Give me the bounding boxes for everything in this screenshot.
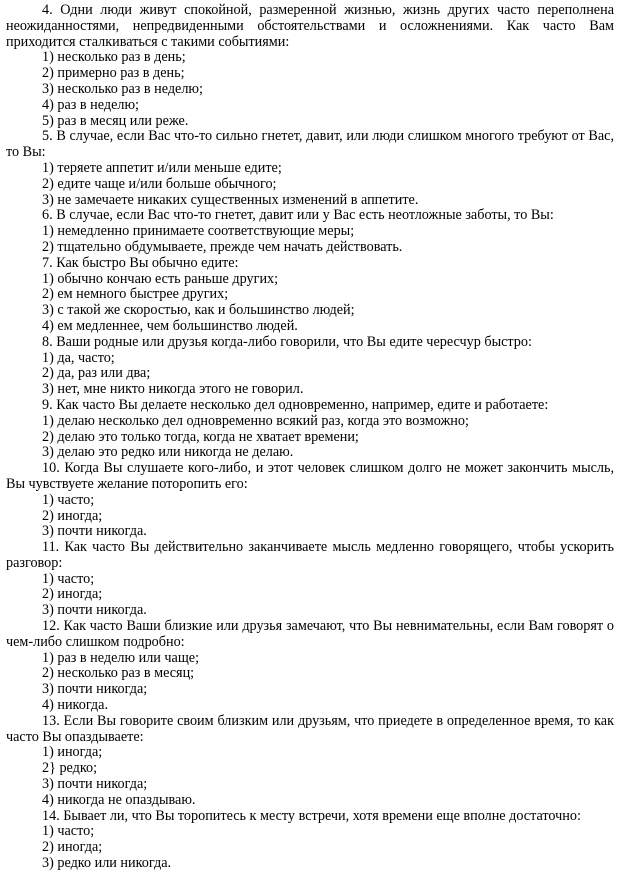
question-13-text: 13. Если Вы говорите своим близким или друзьям, что приедете в определенное время, то как часто Вы опаздываете: — [6, 712, 614, 745]
question-10-text: 10. Когда Вы слушаете кого-либо, и этот человек слишком долго не может закончить мысль, Вы чувствуете желание поторопить его: — [6, 460, 614, 492]
question-12-option-1: 1) раз в неделю или чаще; — [42, 649, 200, 666]
question-14-text: 14. Бывает ли, что Вы торопитесь к месту встречи, хотя времени еще вполне достаточно: — [42, 807, 581, 824]
question-8-option-3: 3) нет, мне никто никогда этого не говорил. — [42, 381, 304, 398]
question-4-text: 4. Одни люди живут спокойной, размеренной жизнью, жизнь других часто переполнена неожиданностями, непредвиденными обстоятельствами и осложнениями. Как часто Вам приходится сталкиваться с такими событиями: — [6, 2, 614, 50]
question-5-option-3: 3) не замечаете никаких существенных изменений в аппетите. — [42, 191, 419, 208]
question-11-option-2: 2) иногда; — [42, 586, 103, 603]
question-14-option-1: 1) часто; — [42, 823, 95, 840]
question-8-option-1: 1) да, часто; — [42, 349, 115, 366]
question-4-option-2: 2) примерно раз в день; — [42, 65, 185, 82]
question-5-option-2: 2) едите чаще и/или больше обычного; — [42, 175, 277, 192]
question-13-option-2: 2} редко; — [42, 760, 98, 777]
question-14-option-3: 3) редко или никогда. — [42, 855, 172, 872]
question-4-option-1: 1) несколько раз в день; — [42, 49, 186, 66]
question-9-option-1: 1) делаю несколько дел одновременно всякий раз, когда это возможно; — [42, 412, 469, 429]
question-12-text: 12. Как часто Ваши близкие или друзья замечают, что Вы невнимательны, если Вам говорят о чем-либо слишком подробно: — [6, 618, 614, 650]
question-12-option-2: 2) несколько раз в месяц; — [42, 665, 195, 682]
question-4-option-5: 5) раз в месяц или реже. — [42, 112, 189, 129]
question-10-option-2: 2) иногда; — [42, 507, 103, 524]
question-12-option-4: 4) никогда. — [42, 697, 108, 714]
question-11-option-1: 1) часто; — [42, 570, 95, 587]
question-13-option-3: 3) почти никогда; — [42, 776, 148, 793]
question-4-option-4: 4) раз в неделю; — [42, 96, 139, 113]
question-7-text: 7. Как быстро Вы обычно едите: — [42, 254, 239, 271]
question-6-text: 6. В случае, если Вас что-то гнетет, давит или у Вас есть неотложные заботы, то Вы: — [42, 207, 554, 224]
question-7-option-2: 2) ем немного быстрее других; — [42, 286, 229, 303]
question-6-option-2: 2) тщательно обдумываете, прежде чем начать действовать. — [42, 238, 403, 255]
question-13-option-1: 1) иногда; — [42, 744, 103, 761]
question-8-text: 8. Ваши родные или друзья когда-либо говорили, что Вы едите чересчур быстро: — [42, 333, 532, 350]
question-7-option-1: 1) обычно кончаю есть раньше других; — [42, 270, 279, 287]
question-9-option-2: 2) делаю это только тогда, когда не хватает времени; — [42, 428, 359, 445]
question-9-text: 9. Как часто Вы делаете несколько дел одновременно, например, едите и работаете: — [42, 396, 549, 413]
question-7-option-4: 4) ем медленнее, чем большинство людей. — [42, 317, 298, 334]
question-4-option-3: 3) несколько раз в неделю; — [42, 80, 203, 97]
question-5-option-1: 1) теряете аппетит и/или меньше едите; — [42, 159, 282, 176]
question-5-text: 5. В случае, если Вас что-то сильно гнетет, давит, или люди слишком многого требуют от Вас, то Вы: — [6, 128, 614, 161]
question-11-text: 11. Как часто Вы действительно заканчиваете мысль медленно говорящего, чтобы ускорить разговор: — [6, 539, 614, 571]
question-13-option-4: 4) никогда не опаздываю. — [42, 791, 196, 808]
question-14-option-2: 2) иногда; — [42, 839, 103, 856]
question-9-option-3: 3) делаю это редко или никогда не делаю. — [42, 444, 294, 461]
question-10-option-1: 1) часто; — [42, 491, 95, 508]
question-7-option-3: 3) с такой же скоростью, как и большинство людей; — [42, 302, 355, 319]
question-8-option-2: 2) да, раз или два; — [42, 365, 151, 382]
question-11-option-3: 3) почти никогда. — [42, 602, 147, 619]
question-6-option-1: 1) немедленно принимаете соответствующие меры; — [42, 223, 355, 240]
question-10-option-3: 3) почти никогда. — [42, 523, 147, 540]
question-12-option-3: 3) почти никогда; — [42, 681, 148, 698]
